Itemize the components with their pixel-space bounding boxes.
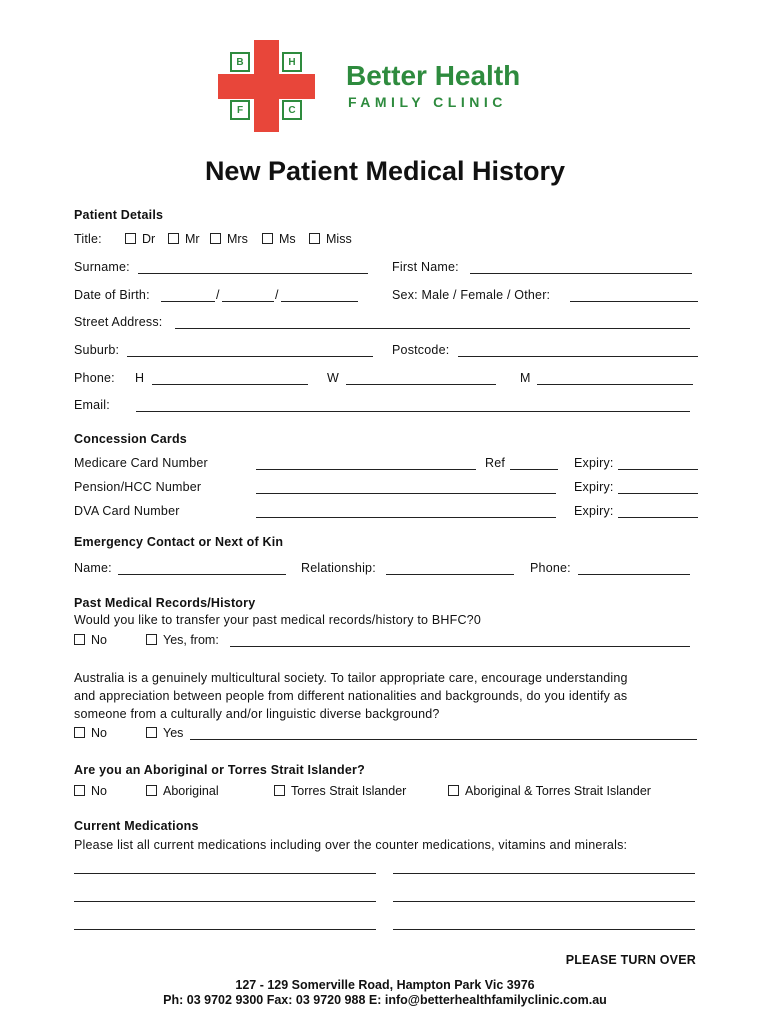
postcode-field[interactable] <box>458 356 698 357</box>
checkbox[interactable] <box>448 785 459 796</box>
checkbox[interactable] <box>309 233 320 244</box>
multicultural-text-line-2: and appreciation between people from different nationalities and backgrounds, do you identify as <box>74 689 628 703</box>
medications-heading: Current Medications <box>74 819 199 833</box>
please-turn-over: PLEASE TURN OVER <box>565 953 696 967</box>
records-from-field[interactable] <box>230 646 690 647</box>
checkbox[interactable] <box>74 634 85 645</box>
medicare-label: Medicare Card Number <box>74 456 208 470</box>
phone-mobile-label: M <box>520 371 531 385</box>
title-option-mr[interactable]: Mr <box>168 232 200 246</box>
concession-heading: Concession Cards <box>74 432 187 446</box>
postcode-label: Postcode: <box>392 343 450 357</box>
multicultural-yes-option[interactable]: Yes <box>146 726 183 740</box>
multicultural-text-line-1: Australia is a genuinely multicultural society. To tailor appropriate care, encourage understanding <box>74 671 628 685</box>
checkbox[interactable] <box>168 233 179 244</box>
medicare-expiry-label: Expiry: <box>574 456 614 470</box>
logo-tile-b: B <box>230 52 250 72</box>
dob-month-field[interactable] <box>222 301 274 302</box>
medicare-expiry-field[interactable] <box>618 469 698 470</box>
emergency-phone-field[interactable] <box>578 574 690 575</box>
street-address-field[interactable] <box>175 328 690 329</box>
pension-expiry-field[interactable] <box>618 493 698 494</box>
aboriginal-heading: Are you an Aboriginal or Torres Strait Islander? <box>74 763 365 777</box>
title-option-dr[interactable]: Dr <box>125 232 155 246</box>
phone-mobile-field[interactable] <box>537 384 693 385</box>
medication-line[interactable] <box>74 901 376 902</box>
phone-work-field[interactable] <box>346 384 496 385</box>
suburb-field[interactable] <box>127 356 373 357</box>
emergency-name-label: Name: <box>74 561 112 575</box>
dva-expiry-label: Expiry: <box>574 504 614 518</box>
records-heading: Past Medical Records/History <box>74 596 256 610</box>
logo-tile-c: C <box>282 100 302 120</box>
records-no-option[interactable]: No <box>74 633 107 647</box>
first-name-label: First Name: <box>392 260 459 274</box>
medicare-ref-field[interactable] <box>510 469 558 470</box>
aboriginal-and-tsi-option[interactable]: Aboriginal & Torres Strait Islander <box>448 784 651 798</box>
checkbox[interactable] <box>262 233 273 244</box>
phone-home-field[interactable] <box>152 384 308 385</box>
torres-strait-option[interactable]: Torres Strait Islander <box>274 784 406 798</box>
multicultural-text-line-3: someone from a culturally and/or linguistic diverse background? <box>74 707 440 721</box>
logo-tile-h: H <box>282 52 302 72</box>
clinic-logo <box>218 40 318 132</box>
brand-subtitle: FAMILY CLINIC <box>348 94 507 110</box>
logo-tile-f: F <box>230 100 250 120</box>
logo-cross-horizontal <box>218 74 315 99</box>
title-option-ms[interactable]: Ms <box>262 232 296 246</box>
checkbox[interactable] <box>146 634 157 645</box>
sex-other-field[interactable] <box>570 301 698 302</box>
medication-line[interactable] <box>393 901 695 902</box>
patient-details-heading: Patient Details <box>74 208 164 222</box>
aboriginal-option[interactable]: Aboriginal <box>146 784 219 798</box>
phone-work-label: W <box>327 371 339 385</box>
email-label: Email: <box>74 398 110 412</box>
dob-separator: / <box>216 288 220 302</box>
title-option-mrs[interactable]: Mrs <box>210 232 248 246</box>
checkbox[interactable] <box>74 785 85 796</box>
title-option-miss[interactable]: Miss <box>309 232 352 246</box>
pension-label: Pension/HCC Number <box>74 480 202 494</box>
emergency-heading: Emergency Contact or Next of Kin <box>74 535 284 549</box>
multicultural-yes-field[interactable] <box>190 739 697 740</box>
medication-line[interactable] <box>74 929 376 930</box>
medication-line[interactable] <box>74 873 376 874</box>
dob-label: Date of Birth: <box>74 288 150 302</box>
records-question: Would you like to transfer your past medical records/history to BHFC?0 <box>74 613 481 627</box>
emergency-relationship-field[interactable] <box>386 574 514 575</box>
dva-expiry-field[interactable] <box>618 517 698 518</box>
emergency-relationship-label: Relationship: <box>301 561 376 575</box>
checkbox[interactable] <box>146 785 157 796</box>
aboriginal-no-option[interactable]: No <box>74 784 107 798</box>
suburb-label: Suburb: <box>74 343 120 357</box>
surname-field[interactable] <box>138 273 368 274</box>
medication-line[interactable] <box>393 873 695 874</box>
dva-label: DVA Card Number <box>74 504 180 518</box>
phone-label: Phone: <box>74 371 115 385</box>
multicultural-no-option[interactable]: No <box>74 726 107 740</box>
checkbox[interactable] <box>125 233 136 244</box>
footer-contact: Ph: 03 9702 9300 Fax: 03 9720 988 E: info@betterhealthfamilyclinic.com.au <box>163 993 607 1007</box>
checkbox[interactable] <box>274 785 285 796</box>
pension-expiry-label: Expiry: <box>574 480 614 494</box>
page-title: New Patient Medical History <box>204 156 566 186</box>
surname-label: Surname: <box>74 260 130 274</box>
medication-line[interactable] <box>393 929 695 930</box>
email-field[interactable] <box>136 411 690 412</box>
checkbox[interactable] <box>146 727 157 738</box>
records-yes-option[interactable]: Yes, from: <box>146 633 219 647</box>
dob-separator: / <box>275 288 279 302</box>
dob-year-field[interactable] <box>281 301 358 302</box>
sex-label: Sex: Male / Female / Other: <box>392 288 551 302</box>
phone-home-label: H <box>135 371 145 385</box>
dob-day-field[interactable] <box>161 301 215 302</box>
medicare-field[interactable] <box>256 469 476 470</box>
dva-field[interactable] <box>256 517 556 518</box>
medications-instruction: Please list all current medications including over the counter medications, vitamins and minerals: <box>74 838 628 852</box>
footer-address: 127 - 129 Somerville Road, Hampton Park Vic 3976 <box>235 978 535 992</box>
emergency-name-field[interactable] <box>118 574 286 575</box>
checkbox[interactable] <box>74 727 85 738</box>
street-address-label: Street Address: <box>74 315 163 329</box>
title-label: Title: <box>74 232 102 246</box>
pension-field[interactable] <box>256 493 556 494</box>
emergency-phone-label: Phone: <box>530 561 571 575</box>
medicare-ref-label: Ref <box>485 456 506 470</box>
brand-name: Better Health <box>346 60 521 91</box>
checkbox[interactable] <box>210 233 221 244</box>
first-name-field[interactable] <box>470 273 692 274</box>
